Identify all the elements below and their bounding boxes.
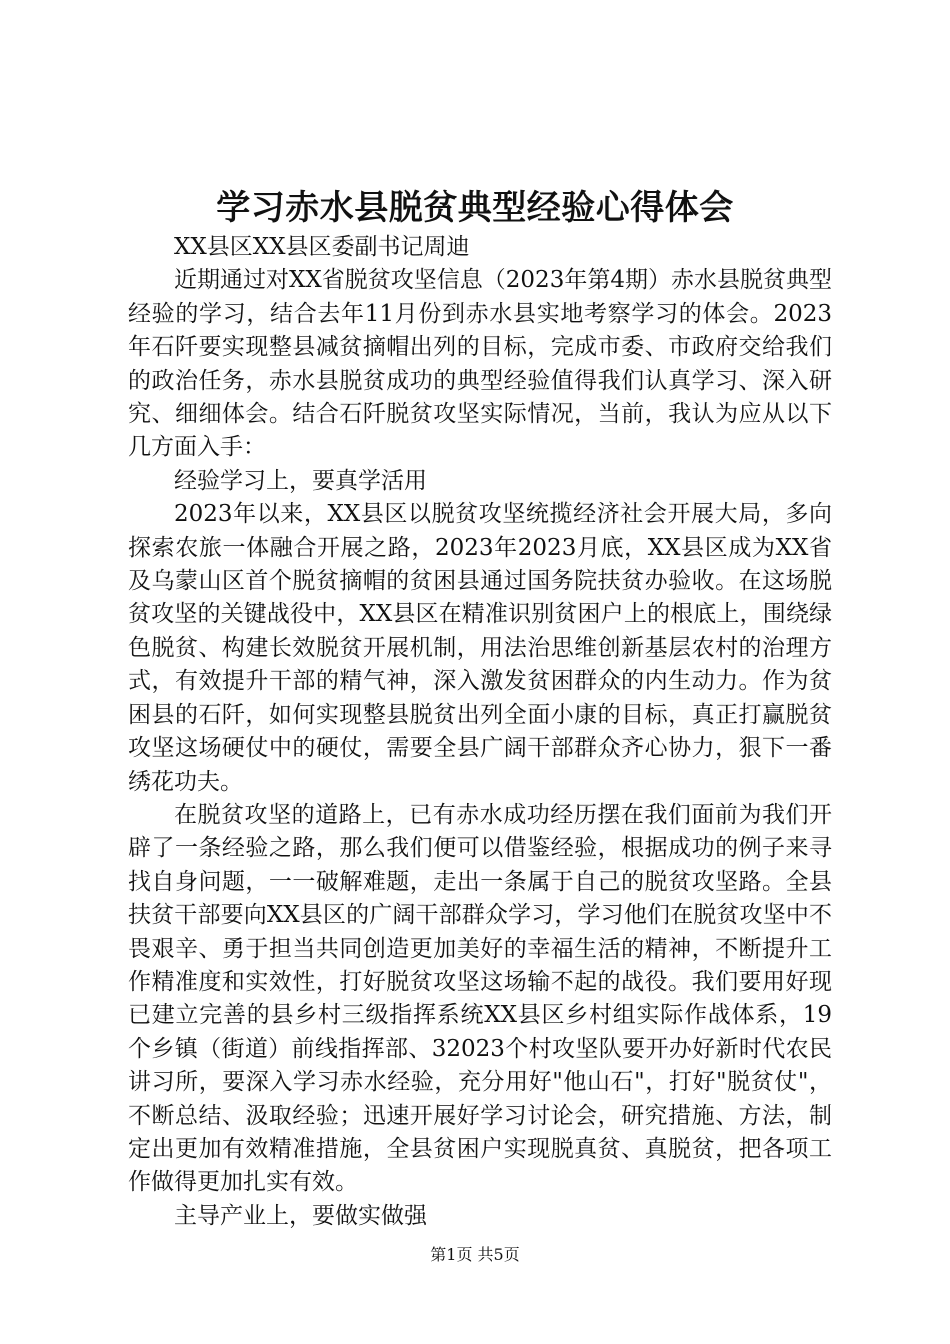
document-body — [128, 231, 832, 1233]
section-heading-experience: 经验学习上，要真学活用 — [174, 467, 427, 494]
section-heading-industry: 主导产业上，要做实做强 — [174, 1202, 427, 1229]
author-line: XX县区XX县区委副书记周迪 — [174, 234, 470, 260]
paragraph-path: 在脱贫攻坚的道路上，已有赤水成功经历摆在我们面前为我们开辟了一条经验之路，那么我们便可以借鉴经验，根据成功的例子来寻找自身问题，一一破解难题，走出一条属于自己的脱贫攻坚路。全县扶贫干部要向XX县区的广阔干部群众学习，学习他们在脱贫攻坚中不畏艰辛、勇于担当共同创造更加美好的幸福生活的精神，不断提升工作精准度和实效性，打好脱贫攻坚这场输不起的战役。我们要用好现已建立完善的县乡村三级指挥系统XX县区乡村组实际作战体系，19个乡镇（街道）前线指挥部、32023个村攻坚队要开办好新时代农民讲习所，要深入学习赤水经验，充分用好"他山石"，打好"脱贫仗"，不断总结、汲取经验；迅速开展好学习讨论会，研究措施、方法，制定出更加有效精准措施，全县贫困户实现脱真贫、真脱贫，把各项工作做得更加扎实有效。 — [128, 801, 832, 1196]
document-title: 学习赤水县脱贫典型经验心得体会 — [216, 188, 734, 228]
paragraph-intro: 近期通过对XX省脱贫攻坚信息（2023年第4期）赤水县脱贫典型经验的学习，结合去年11月份到赤水县实地考察学习的体会。2023年石阡要实现整县减贫摘帽出列的目标，完成市委、市政府交给我们的政治任务，赤水县脱贫成功的典型经验值得我们认真学习、深入研究、细细体会。结合石阡脱贫攻坚实际情况，当前，我认为应从以下几方面入手： — [128, 267, 832, 461]
page-number: 第1页 共5页 — [430, 1245, 520, 1264]
paragraph-experience: 2023年以来，XX县区以脱贫攻坚统揽经济社会开展大局，多向探索农旅一体融合开展之路，2023年2023月底，XX县区成为XX省及乌蒙山区首个脱贫摘帽的贫困县通过国务院扶贫办验收。在这场脱贫攻坚的关键战役中，XX县区在精准识别贫困户上的根底上，围绕绿色脱贫、构建长效脱贫开展机制，用法治思维创新基层农村的治理方式，有效提升干部的精气神，深入激发贫困群众的内生动力。作为贫困县的石阡，如何实现整县脱贫出列全面小康的目标，真正打赢脱贫攻坚这场硬仗中的硬仗，需要全县广阔干部群众齐心协力，狠下一番绣花功夫。 — [128, 501, 832, 795]
page-footer — [0, 1245, 950, 1265]
